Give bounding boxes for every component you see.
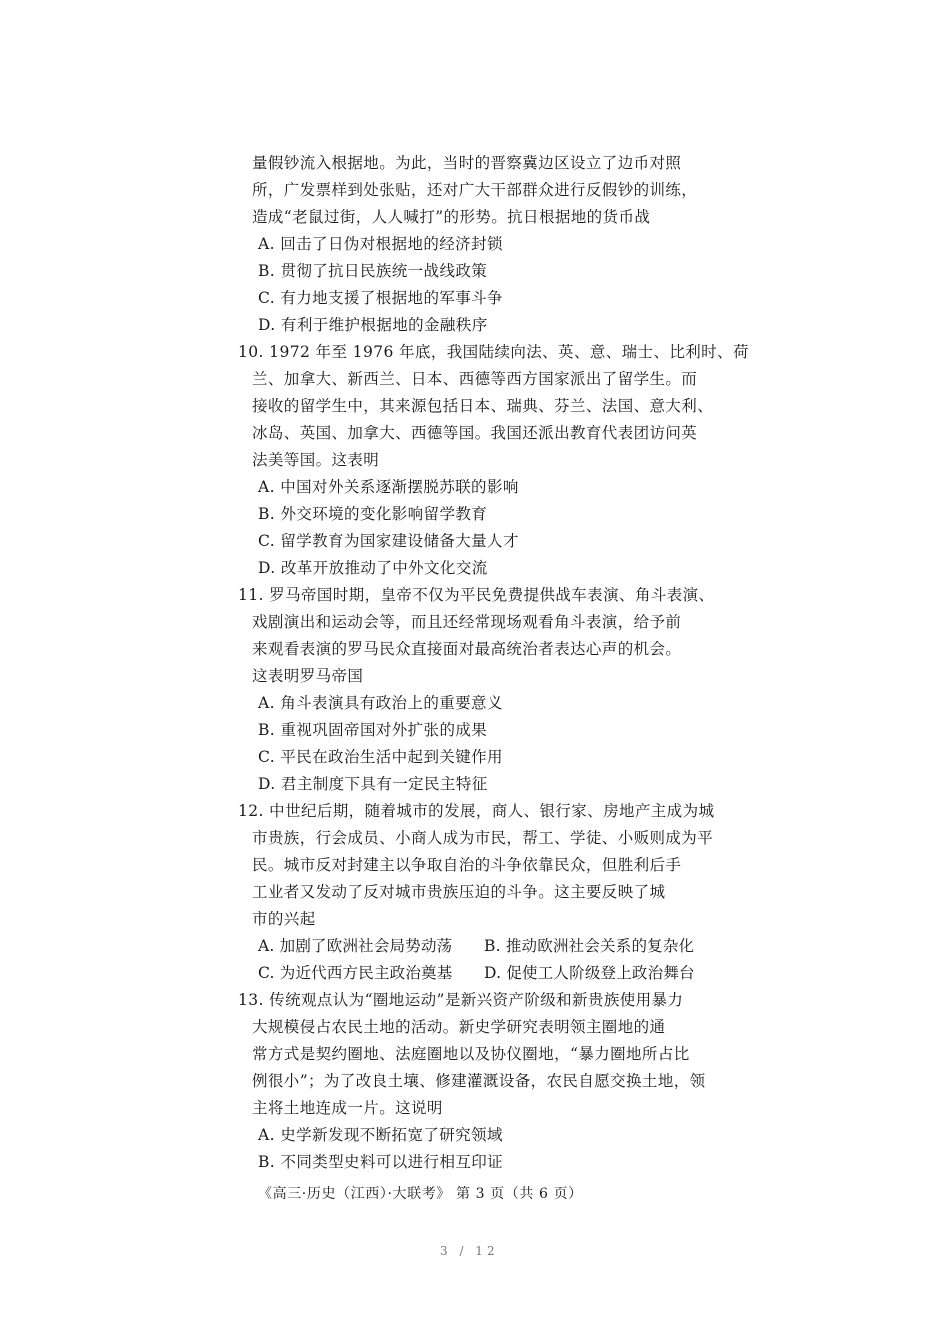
q13-option-b: B. 不同类型史料可以进行相互印证 xyxy=(258,1153,504,1171)
q11-stem-line: 这表明罗马帝国 xyxy=(252,667,364,685)
q9-option-c: C. 有力地支援了根据地的军事斗争 xyxy=(258,289,503,307)
question-11 xyxy=(238,582,722,798)
q10-stem-line: 兰、加拿大、新西兰、日本、西德等西方国家派出了留学生。而 xyxy=(252,370,698,388)
q13-stem-line: 大规模侵占农民土地的活动。新史学研究表明领主圈地的通 xyxy=(252,1018,666,1036)
q11-stem-line: 戏剧演出和运动会等，而且还经常现场观看角斗表演，给予前 xyxy=(252,613,682,631)
q10-stem-line: 冰岛、英国、加拿大、西德等国。我国还派出教育代表团访问英 xyxy=(252,424,698,442)
q12-options-row xyxy=(252,960,722,987)
q12-stem-line: 市的兴起 xyxy=(252,910,316,928)
question-9-continuation xyxy=(252,150,722,339)
question-10 xyxy=(238,339,749,582)
q12-stem-line: 市贵族，行会成员、小商人成为市民，帮工、学徒、小贩则成为平 xyxy=(252,829,714,847)
q11-option-b: B. 重视巩固帝国对外扩张的成果 xyxy=(258,721,488,739)
page-footer: 《高三·历史（江西）·大联考》 第 3 页（共 6 页） xyxy=(258,1186,583,1202)
q10-stem-line: 法美等国。这表明 xyxy=(252,451,380,469)
question-12 xyxy=(238,798,722,987)
q9-stem-line: 所，广发票样到处张贴，还对广大干部群众进行反假钞的训练， xyxy=(252,181,698,199)
q10-option-c: C. 留学教育为国家建设储备大量人才 xyxy=(258,532,519,550)
q12-stem-line: 工业者又发动了反对城市贵族压迫的斗争。这主要反映了城 xyxy=(252,883,666,901)
q12-options-row xyxy=(252,933,722,960)
q11-stem-line: 来观看表演的罗马民众直接面对最高统治者表达心声的机会。 xyxy=(252,640,682,658)
q10-stem-line: 接收的留学生中，其来源包括日本、瑞典、芬兰、法国、意大利、 xyxy=(252,397,714,415)
q13-stem-line: 常方式是契约圈地、法庭圈地以及协仪圈地，“暴力圈地所占比 xyxy=(252,1045,690,1063)
question-13 xyxy=(238,987,722,1176)
q11-option-d: D. 君主制度下具有一定民主特征 xyxy=(258,775,488,793)
q11-option-c: C. 平民在政治生活中起到关键作用 xyxy=(258,748,503,766)
q12-option-a: A. 加剧了欧洲社会局势动荡 xyxy=(258,937,453,955)
q9-option-a: A. 回击了日伪对根据地的经济封锁 xyxy=(258,235,503,253)
q10-option-d: D. 改革开放推动了中外文化交流 xyxy=(258,559,488,577)
q10-option-b: B. 外交环境的变化影响留学教育 xyxy=(258,505,488,523)
page-counter: 3 / 12 xyxy=(440,1244,499,1258)
page-content xyxy=(238,150,749,1176)
q13-stem-line: 13. 传统观点认为“圈地运动”是新兴资产阶级和新贵族使用暴力 xyxy=(238,991,684,1009)
q12-stem-line: 12. 中世纪后期，随着城市的发展，商人、银行家、房地产主成为城 xyxy=(238,802,715,820)
q11-option-a: A. 角斗表演具有政治上的重要意义 xyxy=(258,694,503,712)
q13-stem-line: 主将土地连成一片。这说明 xyxy=(252,1099,443,1117)
q12-option-b: B. 推动欧洲社会关系的复杂化 xyxy=(484,937,695,955)
q10-option-a: A. 中国对外关系逐渐摆脱苏联的影响 xyxy=(258,478,519,496)
q9-stem-line: 造成“老鼠过街，人人喊打”的形势。抗日根据地的货币战 xyxy=(252,208,651,226)
q13-option-a: A. 史学新发现不断拓宽了研究领域 xyxy=(258,1126,503,1144)
q11-stem-line: 11. 罗马帝国时期，皇帝不仅为平民免费提供战车表演、角斗表演、 xyxy=(238,586,715,604)
q9-stem-line: 量假钞流入根据地。为此，当时的晋察冀边区设立了边币对照 xyxy=(252,154,682,172)
q12-option-c: C. 为近代西方民主政治奠基 xyxy=(258,964,453,982)
q13-stem-line: 例很小”；为了改良土壤、修建灌溉设备，农民自愿交换土地，领 xyxy=(252,1072,706,1090)
q12-stem-line: 民。城市反对封建主以争取自治的斗争依靠民众，但胜利后手 xyxy=(252,856,682,874)
q12-option-d: D. 促使工人阶级登上政治舞台 xyxy=(484,964,695,982)
q9-option-b: B. 贯彻了抗日民族统一战线政策 xyxy=(258,262,488,280)
q9-option-d: D. 有利于维护根据地的金融秩序 xyxy=(258,316,488,334)
q10-stem-line: 10. 1972 年至 1976 年底，我国陆续向法、英、意、瑞士、比利时、荷 xyxy=(238,343,749,361)
